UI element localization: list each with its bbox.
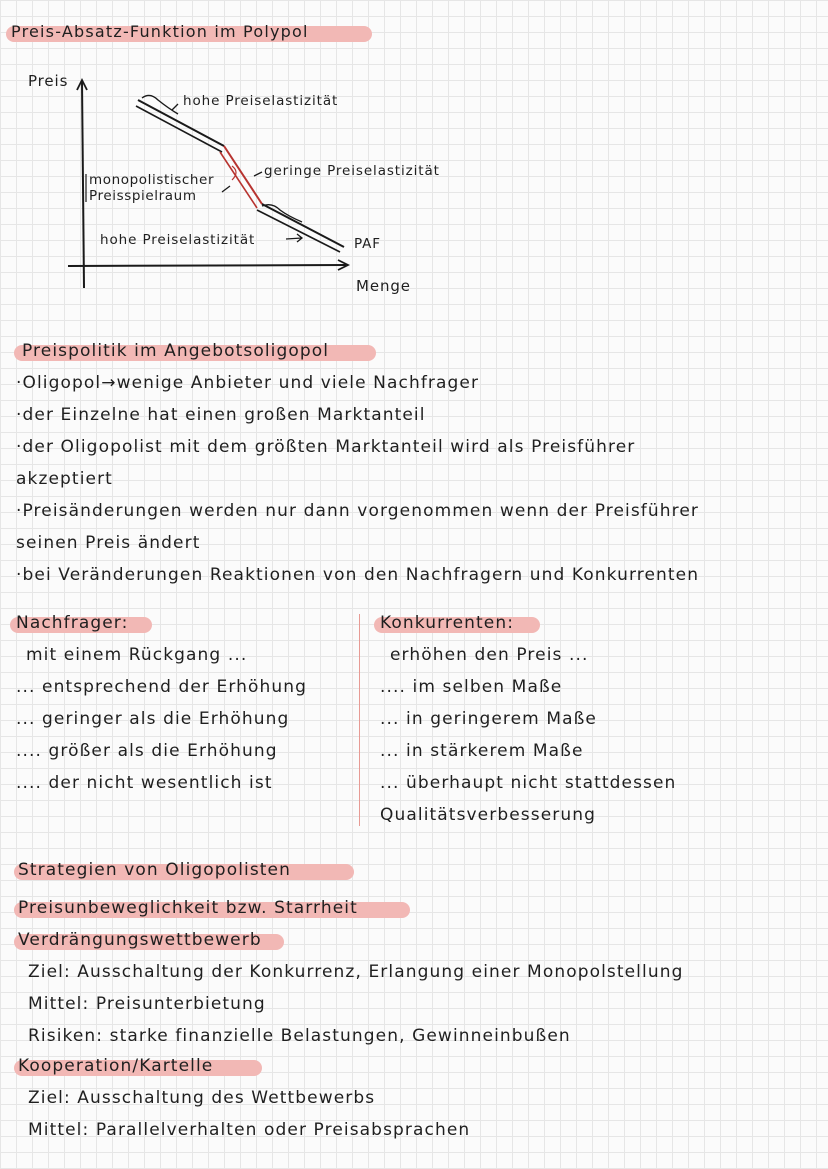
oligopoly-bullet-3: ·der Oligopolist mit dem größten Marktanteil wird als Preisführer bbox=[16, 437, 636, 457]
competitors-line-4: ... in stärkerem Maße bbox=[380, 741, 584, 761]
arrow-monopol bbox=[222, 186, 230, 192]
label-monopolistic-1: monopolistischer bbox=[89, 172, 215, 188]
oligopoly-bullet-4b: seinen Preis ändert bbox=[16, 533, 201, 553]
paf-chart bbox=[0, 0, 828, 320]
arrow-geringe bbox=[254, 172, 262, 176]
displacement-risks: Risiken: starke finanzielle Belastungen, Gewinneinbußen bbox=[28, 1026, 571, 1046]
paf-curve-upper-double bbox=[136, 106, 222, 152]
paf-curve-lower-double bbox=[257, 210, 340, 252]
arrow-hohe-top bbox=[172, 104, 178, 110]
arrow-hohe-bottom bbox=[286, 238, 302, 239]
oligopoly-bullet-2: ·der Einzelne hat einen großen Marktanteil bbox=[16, 405, 426, 425]
strategies-heading: Strategien von Oligopolisten bbox=[18, 860, 291, 880]
demanders-heading: Nachfrager: bbox=[16, 613, 129, 633]
displacement-heading: Verdrängungswettbewerb bbox=[18, 930, 262, 950]
competitors-line-1: erhöhen den Preis ... bbox=[390, 645, 589, 665]
oligopoly-bullet-5: ·bei Veränderungen Reaktionen von den Nachfragern und Konkurrenten bbox=[16, 565, 700, 585]
label-high-elasticity-bottom: hohe Preiselastizität bbox=[100, 232, 256, 248]
label-low-elasticity: geringe Preiselastizität bbox=[264, 163, 440, 179]
competitors-line-3: ... in geringerem Maße bbox=[380, 709, 597, 729]
paf-label: PAF bbox=[354, 236, 381, 252]
x-axis-label: Menge bbox=[356, 277, 411, 295]
competitors-line-6: Qualitätsverbesserung bbox=[380, 805, 596, 825]
competitors-line-5: ... überhaupt nicht stattdessen bbox=[380, 773, 677, 793]
x-axis bbox=[68, 265, 346, 266]
oligopoly-bullet-4: ·Preisänderungen werden nur dann vorgenommen wenn der Preisführer bbox=[16, 501, 700, 521]
demanders-line-5: .... der nicht wesentlich ist bbox=[16, 773, 273, 793]
rigidity-heading: Preisunbeweglichkeit bzw. Starrheit bbox=[18, 898, 358, 918]
demanders-line-4: .... größer als die Erhöhung bbox=[16, 741, 278, 761]
demanders-line-3: ... geringer als die Erhöhung bbox=[16, 709, 290, 729]
oligopoly-heading: Preispolitik im Angebotsoligopol bbox=[22, 341, 330, 361]
column-divider bbox=[359, 614, 360, 826]
label-monopolistic-2: Preisspielraum bbox=[89, 188, 197, 204]
y-axis-label: Preis bbox=[28, 72, 69, 90]
cooperation-goal: Ziel: Ausschaltung des Wettbewerbs bbox=[28, 1088, 376, 1108]
page-title: Preis-Absatz-Funktion im Polypol bbox=[11, 22, 309, 41]
demanders-line-2: ... entsprechend der Erhöhung bbox=[16, 677, 308, 697]
cooperation-means: Mittel: Parallelverhalten oder Preisabsprachen bbox=[28, 1120, 471, 1140]
demanders-line-1: mit einem Rückgang ... bbox=[26, 645, 248, 665]
competitors-heading: Konkurrenten: bbox=[380, 613, 515, 633]
cooperation-heading: Kooperation/Kartelle bbox=[18, 1056, 214, 1076]
paf-curve-monopolistic-double bbox=[220, 152, 257, 208]
label-high-elasticity-top: hohe Preiselastizität bbox=[183, 93, 339, 109]
oligopoly-bullet-3b: akzeptiert bbox=[16, 469, 113, 489]
y-axis bbox=[82, 82, 84, 288]
displacement-means: Mittel: Preisunterbietung bbox=[28, 994, 266, 1014]
oligopoly-bullet-1: ·Oligopol→wenige Anbieter und viele Nachfrager bbox=[16, 373, 480, 393]
displacement-goal: Ziel: Ausschaltung der Konkurrenz, Erlangung einer Monopolstellung bbox=[28, 962, 684, 982]
paf-curve-lower bbox=[262, 204, 344, 247]
competitors-line-2: .... im selben Maße bbox=[380, 677, 563, 697]
